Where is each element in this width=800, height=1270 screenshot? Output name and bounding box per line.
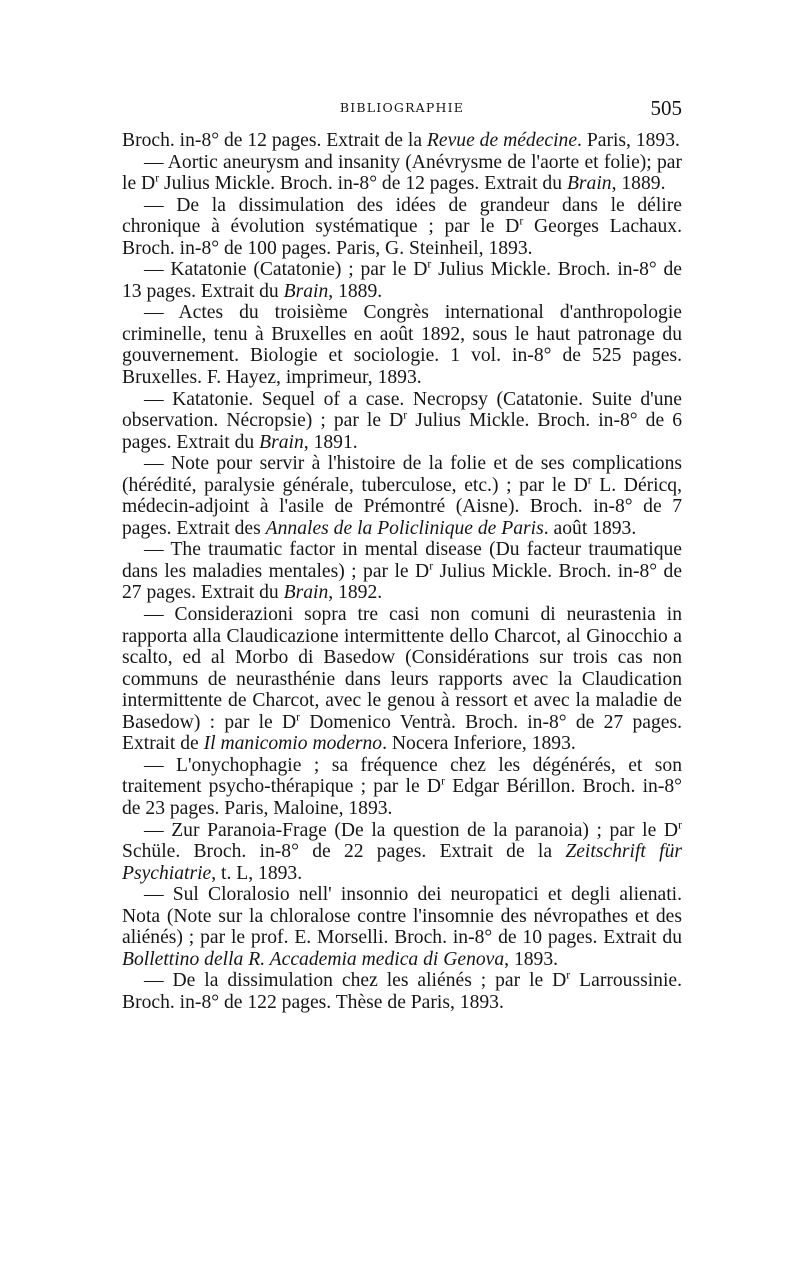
bibliography-entry: Broch. in-8° de 12 pages. Extrait de la Revue de médecine. Paris, 1893. (122, 130, 680, 151)
bibliography-entry: — Actes du troisième Congrès international d'anthropologie criminelle, tenu à Bruxelles en août 1892, sous le haut patronage du gouvernement. Biologie et sociologie. 1 vol. in-8° de 525 pages. Bruxelles. F. Hayez, imprimeur, 1893. (122, 302, 682, 389)
bibliography-entry: — Considerazioni sopra tre casi non comuni di neurastenia in rapporta alla Claudicazione intermittente dello Charcot, al Ginocchio a scalto, ed al Morbo di Basedow (Considérations sur trois cas non communs de neurasthénie dans leurs rapports avec la Claudication intermittente de Charcot, avec le genou à ressort et avec la maladie de Basedow) : par le $D^r$ Domenico Ventrà. Broch. in-8° de 27 pages. Extrait de Il manicomio moderno. Nocera Inferiore, 1893. (122, 604, 683, 755)
bibliography-entry: — Sul Cloralosio nell' insonnio dei neuropatici et degli alienati. Nota (Note sur la chloralose contre l'insomnie des névropathes et des aliénés) ; par le prof. E. Morselli. Broch. in-8° de 10 pages. Extrait du Bollettino della R. Accademia medica di Genova, 1893. (122, 884, 682, 970)
bibliography-entry: — Zur Paranoia-Frage (De la question de la paranoia) ; par le $D^r$ Schüle. Broch. in-8° de 22 pages. Extrait de la Zeitschrift für Psychiatrie, t. L, 1893. (122, 817, 682, 884)
page-header (122, 96, 682, 124)
running-head: BIBLIOGRAPHIE (339, 100, 465, 115)
bibliography-entry: — Note pour servir à l'histoire de la folie et de ses complications (hérédité, paralysie générale, tuberculose, etc.) ; par le $D^r$ L. Déricq, médecin-adjoint à l'asile de Prémontré (Aisne). Broch. in-8° de 7 pages. Extrait des Annales de la Policlinique de Paris. août 1893. (122, 453, 683, 539)
bibliography-entry: — De la dissimulation chez les aliénés ; par le $D^r$ Larroussinie. Broch. in-8° de 122 pages. Thèse de Paris, 1893. (122, 968, 682, 1013)
bibliography-entry: — Katatonie (Catatonie) ; par le $D^r$ Julius Mickle. Broch. in-8° de 13 pages. Extrait du Brain, 1889. (122, 257, 683, 302)
page-number: 505 (650, 96, 682, 120)
bibliography-list (122, 130, 682, 1013)
bibliography-entry: — Aortic aneurysm and insanity (Anévrysme de l'aorte et folie); par le $D^r$ Julius Mickle. Broch. in-8° de 12 pages. Extrait du Brain, 1889. (122, 151, 682, 195)
bibliography-entry: — The traumatic factor in mental disease (Du facteur traumatique dans les maladies mentales) ; par le $D^r$ Julius Mickle. Broch. in-8° de 27 pages. Extrait du Brain, 1892. (122, 539, 683, 604)
bibliography-entry: — L'onychophagie ; sa fréquence chez les dégénérés, et son traitement psycho-thérapique ; par le $D^r$ Edgar Bérillon. Broch. in-8° de 23 pages. Paris, Maloine, 1893. (122, 754, 682, 819)
bibliography-entry: — Katatonie. Sequel of a case. Necropsy (Catatonie. Suite d'une observation. Nécropsie) ; par le $D^r$ Julius Mickle. Broch. in-8° de 6 pages. Extrait du Brain, 1891. (122, 388, 682, 453)
bibliography-entry: — De la dissimulation des idées de grandeur dans le délire chronique à évolution systématique ; par le $D^r$ Georges Lachaux. Broch. in-8° de 100 pages. Paris, G. Steinheil, 1893. (122, 194, 682, 259)
